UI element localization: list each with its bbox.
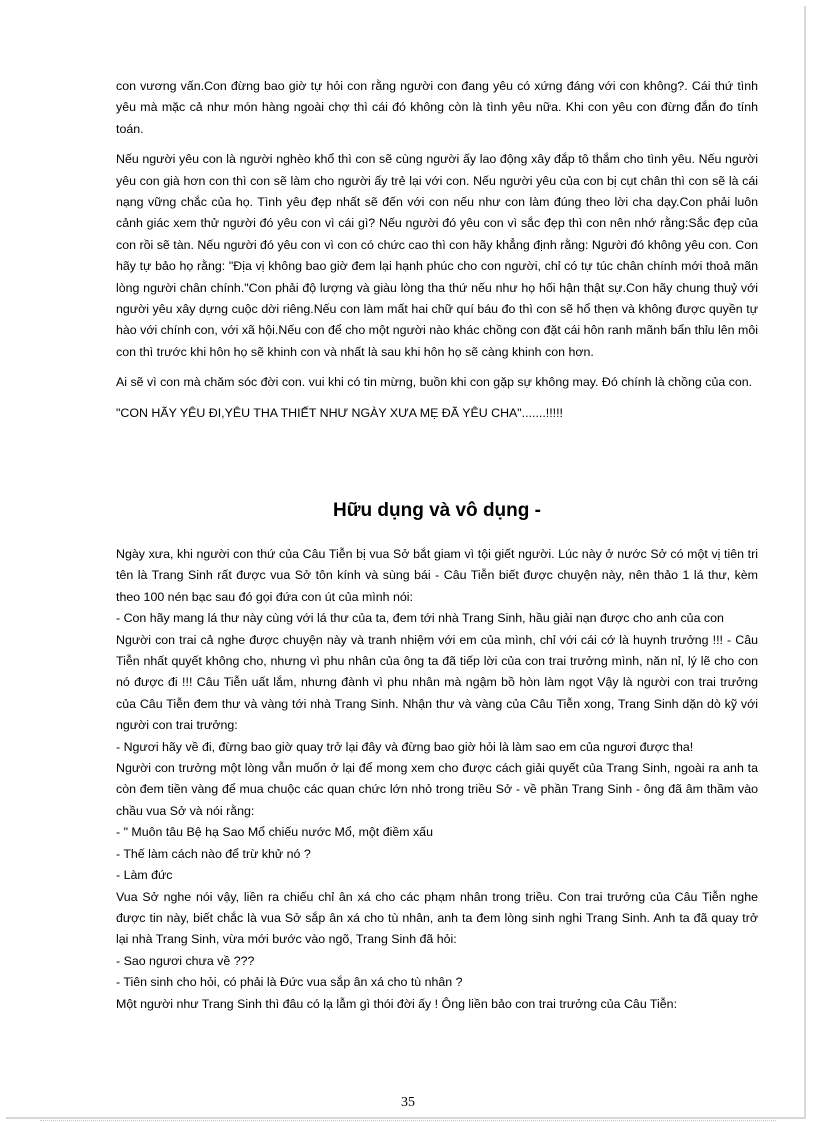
paragraph: "CON HÃY YÊU ĐI,YÊU THA THIẾT NHƯ NGÀY XƯA MẸ ĐÃ YÊU CHA".......!!!!!	[116, 405, 563, 420]
footer-divider	[40, 1120, 776, 1121]
paragraph: Ai sẽ vì con mà chăm sóc đời con. vui khi có tin mừng, buồn khi con gặp sự không may. Đó chính là chồng của con.	[116, 375, 753, 390]
page-number: 35	[401, 1095, 415, 1110]
section-story	[116, 544, 758, 1015]
paragraph: - Tiên sinh cho hỏi, có phải là Đức vua sắp ân xá cho tù nhân ?	[116, 975, 463, 990]
paragraph: Ngày xưa, khi người con thứ của Câu Tiễn bị vua Sở bắt giam vì tội giết người. Lúc này ở nước Sở có một vị tiên tri tên là Trang Sinh rất được vua Sở tôn kính và sùng bái - Câu Tiễn biết được chuyện này, nên thảo 1 lá thư, kèm theo 100 nén bạc sau đó gọi đứa con út của mình nói:	[116, 547, 758, 604]
paragraph: Vua Sở nghe nói vậy, liền ra chiếu chỉ ân xá cho các phạm nhân trong triều. Con trai trưởng của Câu Tiễn nghe được tin này, biết chắc là vua Sở sắp ân xá cho tù nhân, anh ta đem lòng sinh nghi Trang Sinh. Anh ta đã quay trở lại nhà Trang Sinh, vừa mới bước vào ngõ, Trang Sinh đã hỏi:	[116, 889, 758, 947]
section-letter	[116, 76, 758, 433]
paragraph: - Thế làm cách nào để trừ khử nó ?	[116, 846, 311, 861]
paragraph: - Ngươi hãy về đi, đừng bao giờ quay trở lại đây và đừng bao giờ hỏi là làm sao em của ngươi được tha!	[116, 739, 694, 754]
paragraph: con vương vấn.Con đừng bao giờ tự hỏi con rằng người con đang yêu có xứng đáng với con không?. Cái thứ tình yêu mà mặc cả như món hàng ngoài chợ thì cái đó không còn là tình yêu nữa. Khi con yêu con đừng đắn đo tính toán.	[116, 79, 758, 136]
paragraph: - Con hãy mang lá thư này cùng với lá thư của ta, đem tới nhà Trang Sinh, hầu giải nạn được cho anh của con	[116, 611, 724, 626]
paragraph: - Sao ngươi chưa về ???	[116, 953, 255, 968]
paragraph: Nếu người yêu con là người nghèo khổ thì con sẽ cùng người ấy lao động xây đắp tô thắm cho tình yêu. Nếu người yêu con già hơn con thì con sẽ làm cho người ấy trẻ lại với con. Nếu người yêu của con bị cụt chân thì con sẽ là cái nạng vững chắc của họ. Tình yêu đẹp nhất sẽ đến với con nếu như con làm đúng theo lời cha dạy.Con phải luôn cảnh giác xem thử người đó yêu con vì cái gì? Nếu người đó yêu con vì sắc đẹp thì con nên nhớ rằng:Sắc đẹp của con rồi sẽ tàn. Nếu người đó yêu con vì con có chức cao thì con hãy khẳng định rằng: Người đó không yêu con. Con hãy tự bảo họ rằng: "Địa vị không bao giờ đem lại hạnh phúc cho con người, chỉ có tự túc chân chính mới thoả mãn lòng người chân chính."Con phải độ lượng và giàu lòng tha thứ nếu như họ hối hận thật sự.Con hãy chung thuỷ với người yêu xây dựng cuộc dời riêng.Nếu con làm mất hai chữ quí báu đo thì con sẽ hổ thẹn và không được quyền tự hào với chính con, với xã hội.Nếu con để cho một người nào khác chồng con đặt cái hôn ranh mãnh bẩn thỉu lên môi con thì trước khi hôn họ sẽ khinh con và nhất là sau khi hôn họ sẽ càng khinh con hơn.	[116, 152, 758, 359]
paragraph: Người con trưởng một lòng vẫn muốn ở lại để mong xem cho được cách giải quyết của Trang Sinh, ngoài ra anh ta còn đem tiền vàng để mua chuộc các quan chức lớn nhỏ trong triều Sở - về phần Trang Sinh - ông đã âm thầm vào chầu vua Sở và nói rằng:	[116, 761, 758, 818]
paragraph: - " Muôn tâu Bệ hạ Sao Mổ chiếu nước Mổ, một điềm xấu	[116, 825, 433, 840]
paragraph: Người con trai cả nghe được chuyện này và tranh nhiệm với em của mình, chỉ với cái cớ là huynh trưởng !!! - Câu Tiễn nhất quyết không cho, nhưng vì phu nhân của ông ta đã tiếp lời của con trai trưởng mình, năn nỉ, lý lẽ cho con nó được đi !!! Câu Tiễn uất lắm, nhưng đành vì phu nhân mà ngậm bồ hòn làm ngọt Vậy là người con trai trưởng của Câu Tiễn đem thư và vàng tới nhà Trang Sinh. Nhận thư và vàng của Câu Tiễn xong, Trang Sinh dặn dò kỹ với người con trai trưởng:	[116, 632, 758, 733]
paragraph: Một người như Trang Sinh thì đâu có lạ lẫm gì thói đời ấy ! Ông liền bảo con trai trưởng của Câu Tiễn:	[116, 996, 678, 1011]
section-title: Hữu dụng và vô dụng -	[333, 500, 541, 521]
paragraph: - Làm đức	[116, 868, 173, 883]
